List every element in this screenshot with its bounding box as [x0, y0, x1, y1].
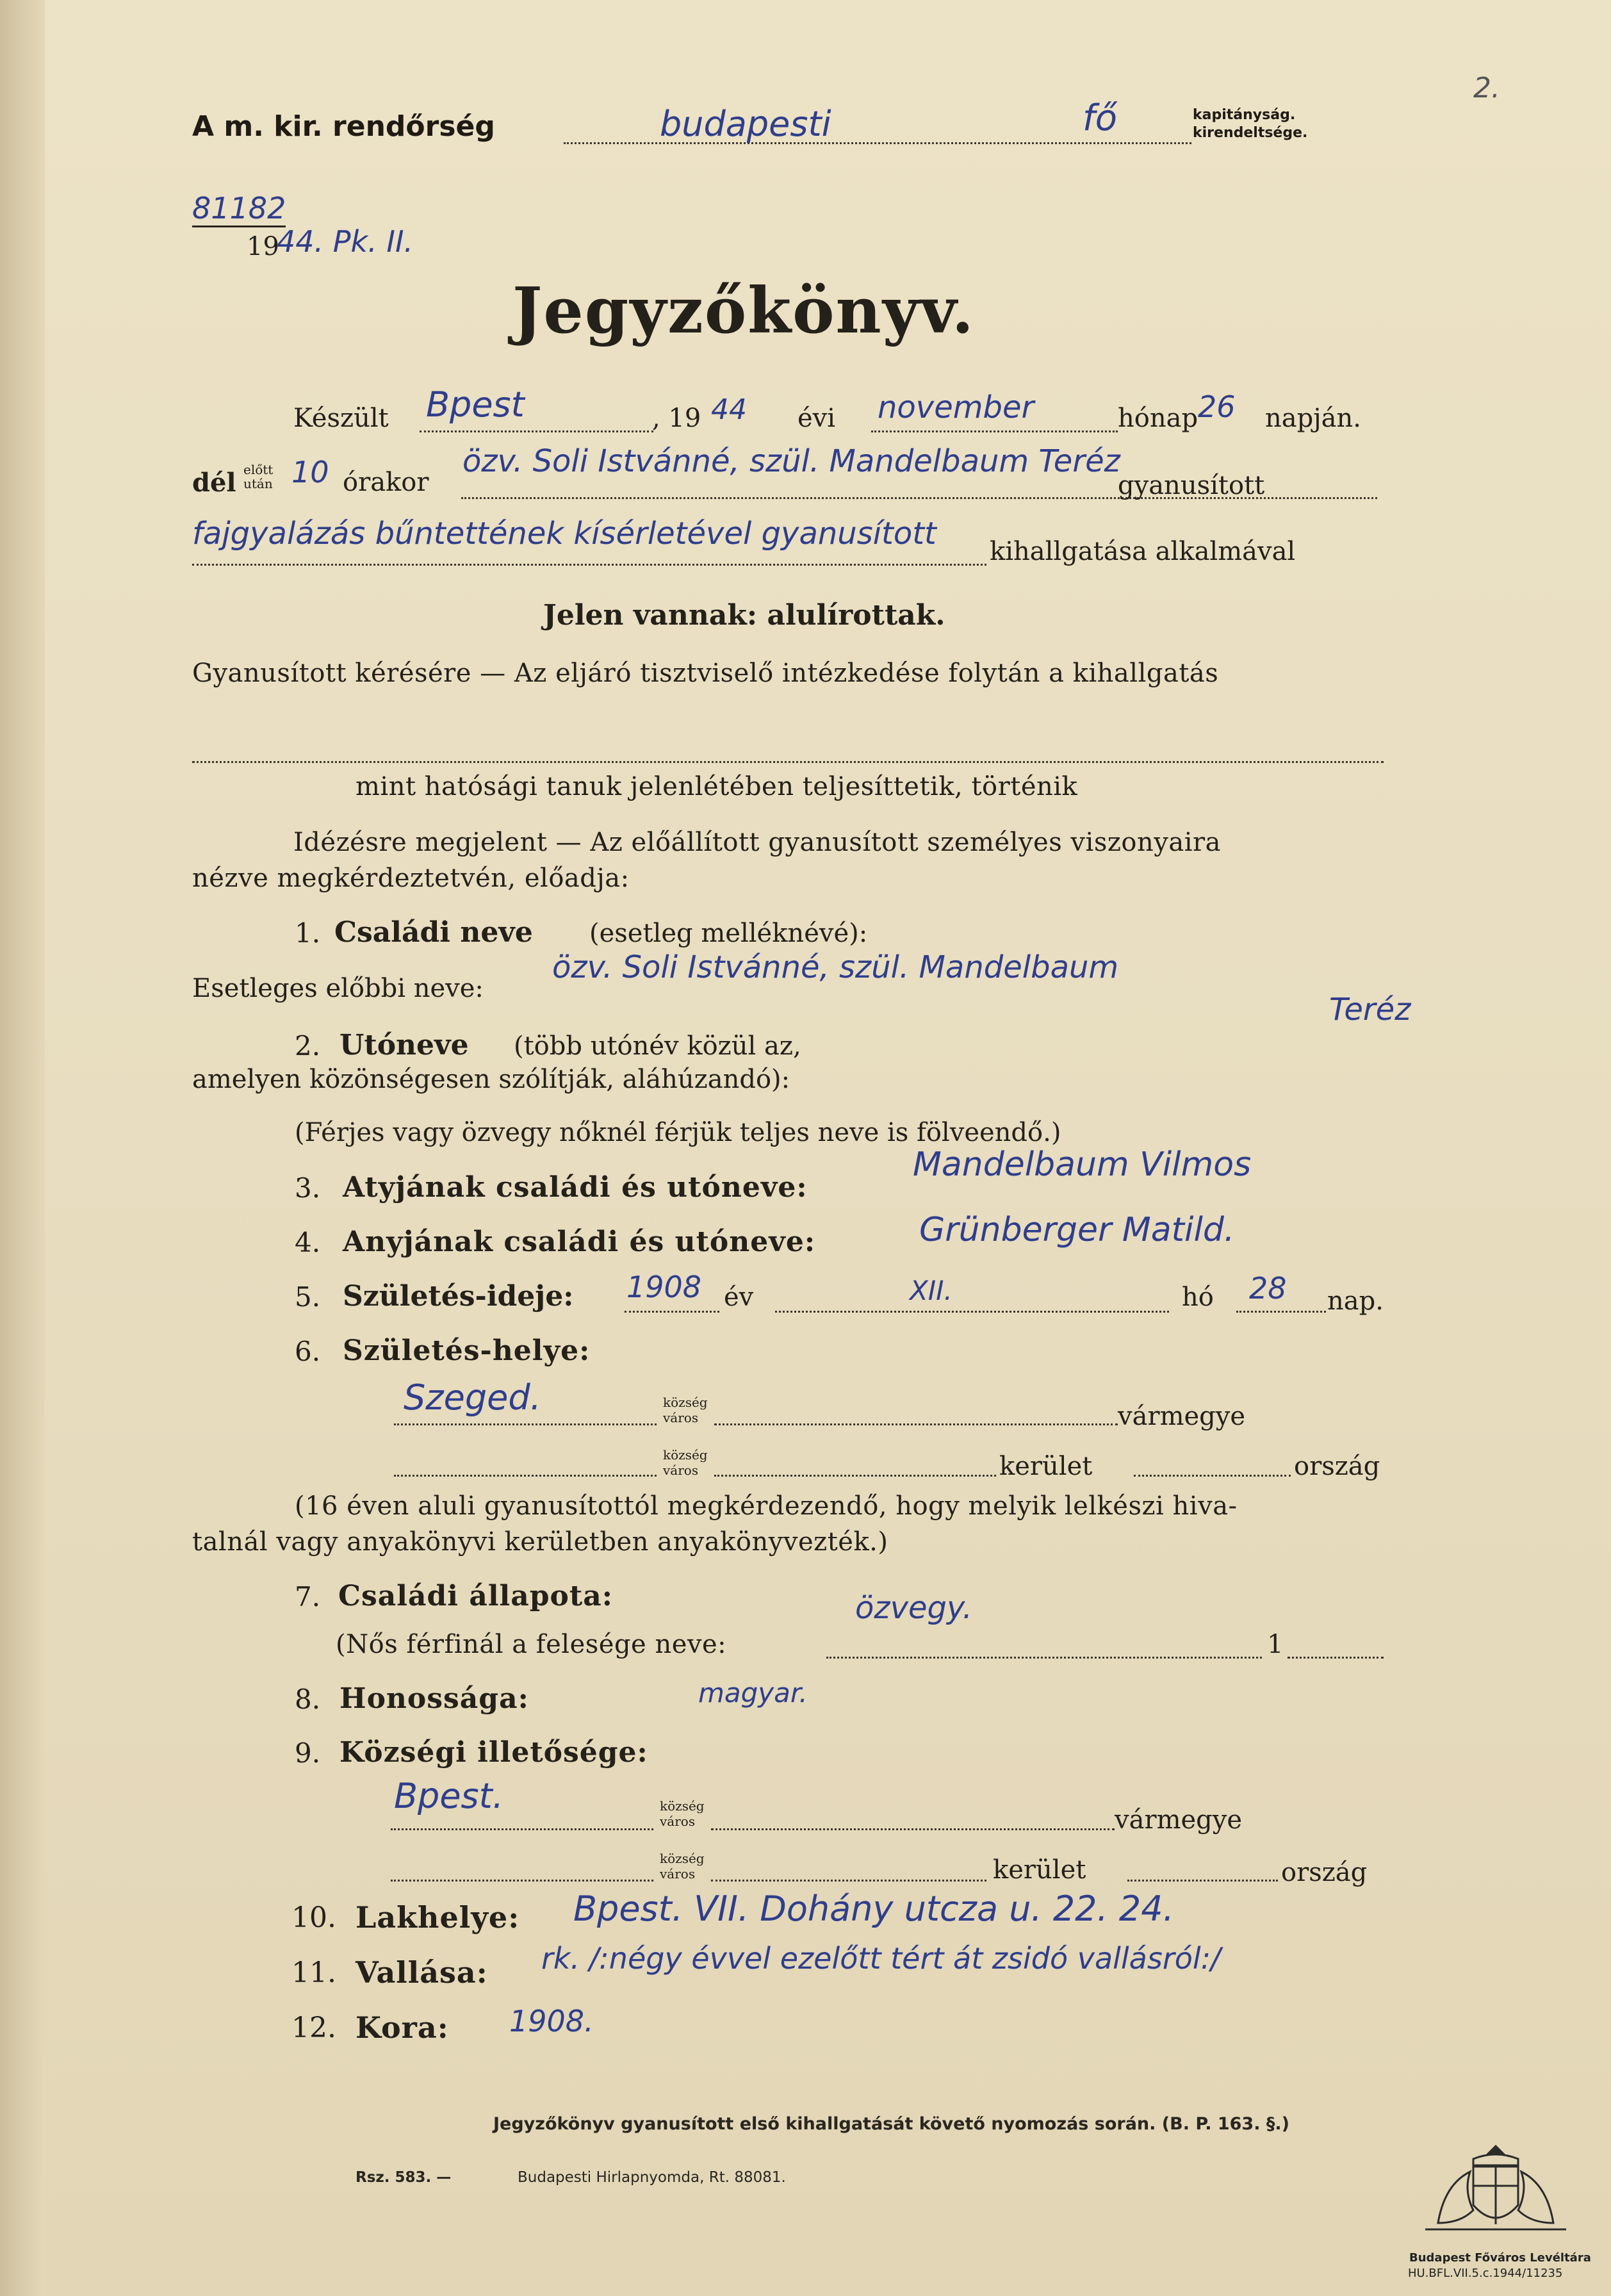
- field-4-value: Grünberger Matild.: [919, 1211, 1235, 1249]
- birth-month: XII.: [910, 1275, 953, 1306]
- field-8-num: 8.: [295, 1684, 321, 1715]
- field-7-one: 1: [1267, 1630, 1284, 1659]
- birth-year: 1908: [626, 1270, 702, 1304]
- present-line-1: Gyanusított kérésére — Az eljáró tisztviselő intézkedése folytán a kihallgatás: [192, 659, 1219, 688]
- varos-label-2: város: [663, 1463, 699, 1478]
- suspect-name: özv. Soli Istvánné, szül. Mandelbaum Teréz: [462, 443, 1120, 479]
- printer-name: Budapesti Hirlapnyomda, Rt. 88081.: [518, 2169, 786, 2186]
- present-line-2: mint hatósági tanuk jelenlétében teljesíttetik, történik: [356, 772, 1078, 801]
- field-7-num: 7.: [295, 1581, 321, 1612]
- wife-name-line: [826, 1657, 1262, 1659]
- birth-country-line: [1134, 1475, 1291, 1477]
- field-2-num: 2.: [295, 1030, 321, 1062]
- present-line-3: Idézésre megjelent — Az előállított gyanusított személyes viszonyaira: [293, 828, 1221, 857]
- residence-city-line: [391, 1828, 653, 1830]
- field-9-value: Bpest.: [394, 1776, 504, 1816]
- varos-label-1: város: [663, 1410, 699, 1425]
- birth-nap-label: nap.: [1327, 1286, 1384, 1316]
- field-3-label: Atyjának családi és utóneve:: [343, 1171, 808, 1204]
- birth-day-line: [1236, 1311, 1326, 1313]
- varmegye-label-1: vármegye: [1118, 1402, 1246, 1431]
- charge-value: fajgyalázás bűntettének kísérletével gyanusított: [192, 516, 936, 552]
- year-prefix: 19: [247, 232, 279, 261]
- field-1-prev-label: Esetleges előbbi neve:: [192, 974, 484, 1003]
- field-11-label: Vallása:: [356, 1955, 488, 1990]
- present-line-4: nézve megkérdeztetvén, előadja:: [192, 864, 630, 893]
- field-3-value: Mandelbaum Vilmos: [913, 1145, 1252, 1184]
- field-7-note: (Nős férfinál a felesége neve:: [336, 1630, 727, 1659]
- place-value: Bpest: [426, 384, 525, 425]
- evi-label: évi: [797, 404, 836, 433]
- field-7-label: Családi állapota:: [338, 1580, 613, 1612]
- field-6-note: (16 éven aluli gyanusítottól megkérdezendő, hogy melyik lelkészi hiva-: [295, 1491, 1238, 1521]
- honap-label: hónap: [1118, 404, 1198, 433]
- field-2-note-2: amelyen közönségesen szólítják, aláhúzandó):: [192, 1065, 790, 1094]
- org-handwritten-2: fő: [1083, 97, 1117, 139]
- orakor-label: órakor: [343, 468, 429, 497]
- keszult-label: Készült: [293, 404, 389, 433]
- archive-reference: HU.BFL.VII.5.c.1944/11235: [1408, 2267, 1563, 2280]
- field-1-note: (esetleg melléknévé):: [589, 919, 868, 948]
- field-5-num: 5.: [295, 1281, 321, 1313]
- kozseg-label-4: község: [660, 1851, 705, 1866]
- varmegye-label-2: vármegye: [1115, 1805, 1243, 1835]
- kozseg-label-3: község: [660, 1798, 705, 1814]
- orszag-label-2: ország: [1281, 1858, 1368, 1887]
- birth-month-line: [775, 1311, 1169, 1313]
- birthplace-value: Szeged.: [404, 1377, 541, 1418]
- field-8-value: magyar.: [698, 1677, 808, 1709]
- month-line: [871, 430, 1118, 432]
- kozseg-label-2: község: [663, 1447, 708, 1463]
- orszag-label-1: ország: [1294, 1452, 1380, 1481]
- field-11-value: rk. /:négy évvel ezelőtt tért át zsidó vallásról:/: [541, 1941, 1221, 1976]
- field-4-label: Anyjának családi és utóneve:: [343, 1226, 816, 1258]
- kerulet-label-1: kerület: [999, 1452, 1093, 1481]
- field-9-label: Községi illetősége:: [339, 1736, 648, 1769]
- kozseg-label-1: község: [663, 1395, 708, 1410]
- office-bottom: kirendeltsége.: [1193, 125, 1308, 141]
- field-2-label: Utóneve: [339, 1029, 469, 1062]
- field-8-label: Honossága:: [339, 1682, 529, 1715]
- varos-label-3: város: [660, 1814, 696, 1829]
- gyanusitott-label: gyanusított: [1118, 471, 1265, 500]
- birth-year-line: [625, 1311, 719, 1313]
- birth-district-line: [714, 1475, 996, 1477]
- field-12-value: 1908.: [509, 2004, 594, 2038]
- field-2-note: (több utónév közül az,: [514, 1031, 801, 1061]
- del-label: dél: [192, 468, 236, 498]
- field-6-num: 6.: [295, 1336, 321, 1367]
- org-name: A m. kir. rendőrség: [192, 110, 495, 143]
- birth-ev-label: év: [724, 1283, 754, 1312]
- elott-label: előtt: [243, 462, 274, 477]
- utan-label: után: [243, 476, 273, 491]
- archive-name: Budapest Főváros Levéltára: [1409, 2251, 1591, 2265]
- residence-country-line: [1127, 1880, 1278, 1882]
- field-4-num: 4.: [295, 1227, 321, 1258]
- birthplace-line: [394, 1423, 657, 1425]
- org-line: [564, 142, 1191, 144]
- year-reference: 44. Pk. II.: [277, 224, 414, 259]
- witness-line: [192, 761, 1384, 763]
- corner-mark: 2.: [1473, 72, 1500, 104]
- residence-city-line-2: [391, 1880, 653, 1882]
- kihallgatasa-label: kihallgatása alkalmával: [990, 537, 1296, 566]
- org-handwritten: budapesti: [660, 104, 831, 144]
- residence-district-line: [711, 1880, 986, 1882]
- kerulet-label-2: kerület: [993, 1855, 1086, 1885]
- field-9-num: 9.: [295, 1737, 321, 1769]
- birth-city-line: [394, 1475, 657, 1477]
- place-line: [420, 430, 653, 432]
- varos-label-4: város: [660, 1866, 696, 1882]
- field-11-num: 11.: [291, 1956, 336, 1989]
- field-3-num: 3.: [295, 1172, 321, 1204]
- birth-county-line: [714, 1423, 1118, 1425]
- footer-note: Jegyzőkönyv gyanusított első kihallgatását követő nyomozás során. (B. P. 163. §.): [493, 2114, 1289, 2134]
- field-2-note-3: (Férjes vagy özvegy nőknél férjük teljes neve is fölveendő.): [295, 1118, 1061, 1147]
- wife-name-line-2: [1288, 1657, 1384, 1659]
- field-10-label: Lakhelye:: [356, 1900, 520, 1935]
- field-5-label: Születés-ideje:: [343, 1280, 574, 1313]
- field-1-num: 1.: [295, 917, 321, 949]
- day-value: 26: [1198, 390, 1236, 424]
- hour-value: 10: [291, 455, 329, 489]
- document-title: Jegyzőkönyv.: [512, 274, 975, 348]
- field-6-label: Születés-helye:: [343, 1334, 591, 1367]
- year-prefix-2: , 19: [652, 404, 701, 433]
- field-6-note-2: talnál vagy anyakönyvi kerületben anyakönyvezték.): [192, 1527, 888, 1557]
- charge-line: [192, 564, 986, 566]
- residence-county-line: [711, 1828, 1115, 1830]
- field-10-num: 10.: [291, 1901, 336, 1934]
- coat-of-arms-icon: [1412, 2140, 1579, 2249]
- birth-day: 28: [1249, 1271, 1287, 1306]
- reference-number: 81182: [192, 191, 286, 227]
- year-value: 44: [711, 393, 747, 426]
- print-code: Rsz. 583. —: [356, 2169, 452, 2186]
- napjan-label: napján.: [1265, 404, 1361, 433]
- field-1-label: Családi neve: [334, 916, 533, 949]
- field-1-value: özv. Soli Istvánné, szül. Mandelbaum: [552, 949, 1119, 985]
- field-12-num: 12.: [291, 2012, 336, 2044]
- field-12-label: Kora:: [356, 2010, 449, 2045]
- office-top: kapitányság.: [1193, 107, 1296, 123]
- field-10-value: Bpest. VII. Dohány utcza u. 22. 24.: [573, 1889, 1174, 1929]
- field-1-value-2: Teréz: [1329, 992, 1411, 1028]
- present-heading: Jelen vannak: alulírottak.: [543, 599, 945, 632]
- birth-ho-label: hó: [1182, 1283, 1214, 1312]
- field-7-value: özvegy.: [855, 1590, 972, 1626]
- page-edge: [0, 0, 45, 2296]
- month-value: november: [878, 390, 1034, 425]
